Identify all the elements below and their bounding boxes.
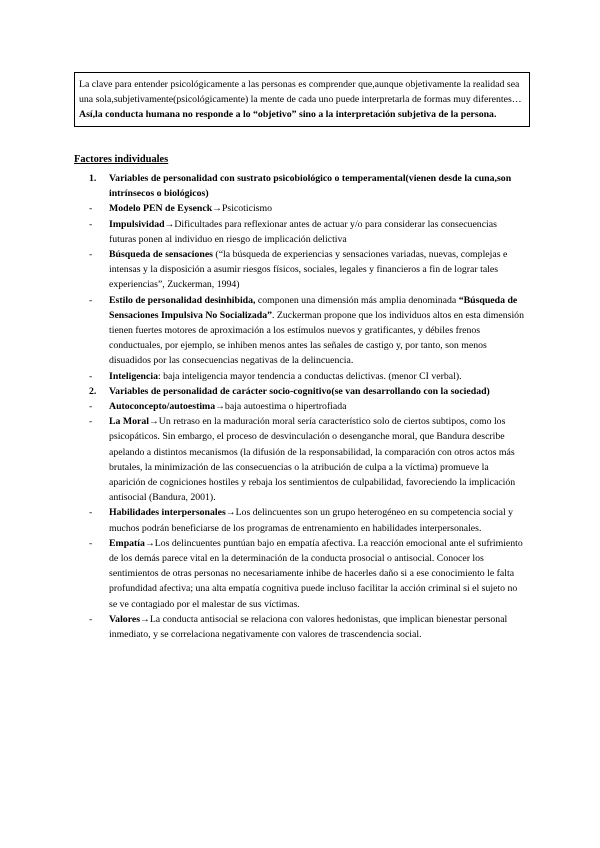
item-text: →Los delincuentes puntúan bajo en empatía afectiva. La reacción emocional ante el sufrimiento de los demás parece vital en la determinación de la conducta prosocial o antisocial. Conocer los sentimientos de otras personas no necesariamente inhibe de hacerles daño si a ese conocimiento le falta profundidad afectiva; una alta empatía cognitiva puede incluso facilitar la acción criminal si el sujeto no se ve contagiado por el malestar de sus víctimas.	[109, 537, 523, 610]
item-text: →Psicoticismo	[212, 203, 273, 215]
dash-marker: -	[89, 294, 93, 306]
item-term: Impulsividad	[109, 218, 165, 230]
item-term: Estilo de personalidad desinhibida,	[109, 294, 256, 306]
dash-marker: -	[89, 218, 93, 230]
numbered-heading	[74, 384, 526, 399]
dash-marker: -	[89, 613, 93, 625]
list-item	[74, 201, 526, 216]
item-term: Habilidades interpersonales	[109, 507, 226, 519]
item-term: Valores	[109, 613, 141, 625]
list-item	[74, 612, 526, 642]
list-item	[74, 505, 526, 535]
item-term-secondary: “Búsqueda de Sensaciones Impulsiva No Socializada”	[109, 294, 518, 321]
dash-marker: -	[89, 401, 93, 413]
item-text: componen una dimensión más amplia denominada	[255, 294, 459, 306]
item-term: Búsqueda de sensaciones	[109, 249, 213, 261]
list-item	[74, 369, 526, 384]
intro-text: La clave para entender psicológicamente a las personas es comprender que,aunque objetivamente la realidad sea una sola,subjetivamente(psicológicamente) la mente de cada uno puede interpretarla de formas muy diferentes…	[79, 79, 522, 106]
numbered-heading	[74, 171, 526, 201]
dash-marker: -	[89, 203, 93, 215]
dash-marker: -	[89, 370, 93, 382]
list-item	[74, 536, 526, 612]
item-term: Inteligencia	[109, 370, 158, 382]
group-heading: Variables de personalidad de carácter socio-cognitivo(se van desarrollando con la sociedad)	[109, 385, 490, 397]
list-item	[74, 414, 526, 505]
item-text: →Un retraso en la maduración moral sería característico solo de ciertos subtipos, como los psicopáticos. Sin embargo, el proceso de desvinculación o desenganche moral, que Bandura describe apelando a distintos mecanismos (la difusión de la responsabilidad, la comparación con otros actos más brutales, la minimización de las consecuencias o la atribución de culpa a la víctima) promueve la aparición de cogniciones hostiles y rebaja los sentimientos de culpabilidad, favoreciendo la implicación antisocial (Bandura, 2001).	[109, 416, 516, 504]
list-number: 2.	[89, 385, 97, 397]
dash-marker: -	[89, 507, 93, 519]
group-heading: Variables de personalidad con sustrato psicobiológico o temperamental(vienen desde la cuna,son intrínsecos o biológicos)	[109, 173, 512, 200]
section-title: Factores individuales	[74, 154, 169, 165]
item-text: →Dificultades para reflexionar antes de actuar y/o para considerar las consecuencias futuras ponen al individuo en riesgo de implicación delictiva	[109, 218, 497, 245]
list-item	[74, 293, 526, 369]
intro-box	[74, 72, 530, 127]
dash-marker: -	[89, 416, 93, 428]
factors-list	[74, 171, 526, 642]
list-item	[74, 247, 526, 293]
item-text: →La conducta antisocial se relaciona con valores hedonistas, que implican bienestar personal inmediato, y se correlaciona negativamente con valores de trascendencia social.	[109, 613, 508, 641]
item-text: (“la búsqueda de experiencias y sensaciones variadas, nuevas, complejas e intensas y la disposición a asumir riesgos físicos, sociales, legales y financieros a fin de lograr tales experiencias”, Zuckerman, 1994)	[109, 249, 508, 291]
list-number: 1.	[89, 173, 97, 184]
item-term: La Moral	[109, 416, 149, 428]
list-item	[74, 217, 526, 247]
item-text: : baja inteligencia mayor tendencia a conductas delictivas. (menor CI verbal).	[157, 370, 462, 382]
dash-marker: -	[89, 249, 93, 261]
intro-emphasis: Así,la conducta humana no responde a lo “objetivo” sino a la interpretación subjetiva de la persona.	[79, 109, 497, 121]
item-term: Autoconcepto/autoestima	[109, 401, 216, 413]
item-text: →baja autoestima o hipertrofiada	[215, 401, 347, 413]
item-text: →Los delincuentes son un grupo heterogéneo en su competencia social y muchos podrán beneficiarse de los programas de entrenamiento en habilidades interpersonales.	[109, 507, 514, 534]
item-text-secondary: . Zuckerman propone que los individuos altos en esta dimensión tienen fuertes motores de aproximación a los estímulos nuevos y gratificantes, y débiles frenos conductuales, por ejemplo, se inhiben menos antes las señales de castigo y, por tanto, son menos disuadidos por las consecuencias negativas de la delincuencia.	[109, 309, 524, 367]
item-term: Empatía	[109, 537, 145, 549]
item-term: Modelo PEN de Eysenck	[109, 203, 213, 215]
dash-marker: -	[89, 537, 93, 549]
list-item	[74, 399, 526, 414]
